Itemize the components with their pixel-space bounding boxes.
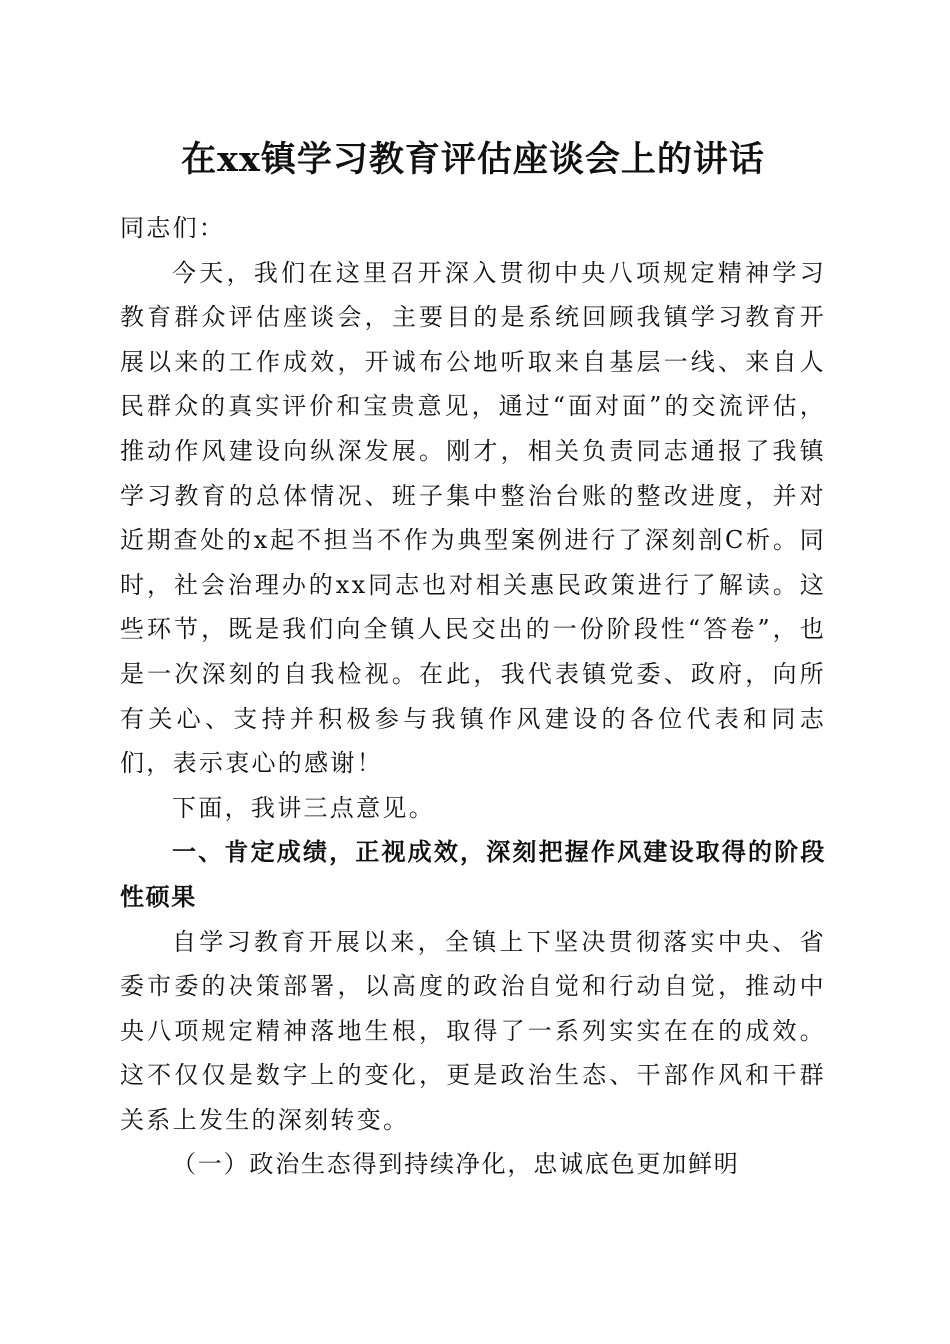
document-title: 在xx镇学习教育评估座谈会上的讲话 <box>181 139 765 180</box>
paragraph-achievements: 自学习教育开展以来，全镇上下坚决贯彻落实中央、省委市委的决策部署，以高度的政治自觉和行动自觉，推动中央八项规定精神落地生根，取得了一系列实实在在的成效。这不仅仅是数字上的变化，更是政治生态、干部作风和干群关系上发生的深刻转变。 <box>120 927 826 1134</box>
subsection-heading-one: （一）政治生态得到持续净化，忠诚底色更加鲜明 <box>172 1150 740 1179</box>
section-heading-one: 一、肯定成绩，正视成效，深刻把握作风建设取得的阶段性硕果 <box>120 838 826 911</box>
salutation: 同志们： <box>120 214 226 242</box>
document-body <box>120 206 826 1187</box>
paragraph-transition: 下面，我讲三点意见。 <box>172 793 435 822</box>
paragraph-opening: 今天，我们在这里召开深入贯彻中央八项规定精神学习教育群众评估座谈会，主要目的是系统回顾我镇学习教育开展以来的工作成效，开诚布公地听取来自基层一线、来自人民群众的真实评价和宝贵意见，通过“面对面”的交流评估，推动作风建设向纵深发展。刚才，相关负责同志通报了我镇学习教育的总体情况、班子集中整治台账的整改进度，并对近期查处的x起不担当不作为典型案例进行了深刻剖C析。同时，社会治理办的xx同志也对相关惠民政策进行了解读。这些环节，既是我们向全镇人民交出的一份阶段性“答卷”，也是一次深刻的自我检视。在此，我代表镇党委、政府，向所有关心、支持并积极参与我镇作风建设的各位代表和同志们，表示衷心的感谢！ <box>120 258 826 778</box>
